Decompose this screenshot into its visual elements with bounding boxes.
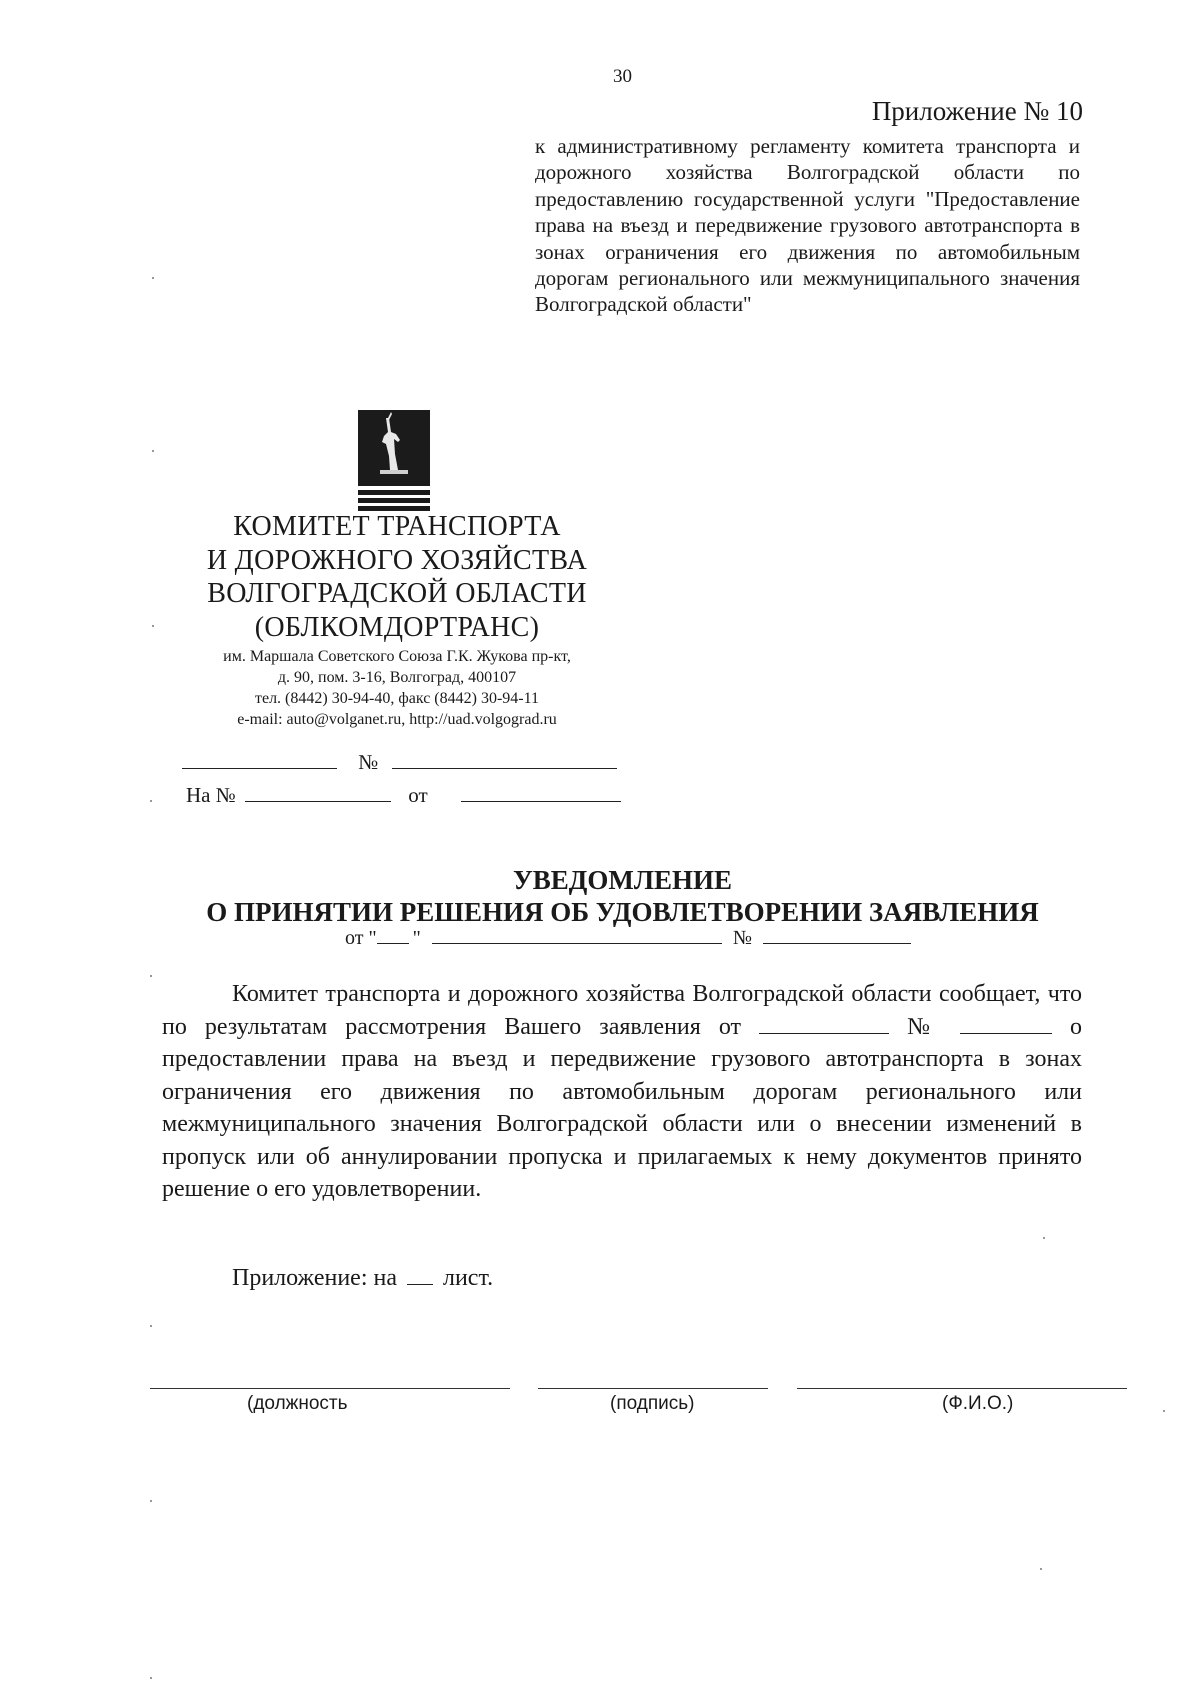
organization-abbreviation: (ОБЛКОМДОРТРАНС) [254, 611, 540, 643]
organization-block [130, 510, 664, 730]
signature-line [538, 1388, 768, 1389]
notice-body-paragraph [162, 978, 1082, 1206]
scan-speck [150, 975, 152, 977]
reply-registration-line [186, 783, 621, 808]
reply-date-blank [461, 799, 621, 802]
document-heading: УВЕДОМЛЕНИЕ [512, 865, 733, 895]
email-line: e-mail: auto@volganet.ru, http://uad.volgograd.ru [237, 711, 557, 728]
appendix-title: Приложение № 10 [871, 96, 1083, 126]
scan-speck [150, 1325, 152, 1327]
number-sign: № [358, 750, 379, 774]
scan-speck [152, 277, 154, 279]
organization-name-line: И ДОРОЖНОГО ХОЗЯЙСТВА [206, 544, 588, 576]
address-line: им. Маршала Советского Союза Г.К. Жукова пр-кт, [223, 648, 571, 665]
scan-speck [1040, 1568, 1042, 1570]
day-blank [377, 941, 409, 944]
scan-speck [1043, 1237, 1045, 1239]
position-caption: (должность [247, 1393, 348, 1414]
reply-prefix: На № [186, 783, 236, 807]
organization-contacts [130, 646, 664, 730]
attachment-prefix: Приложение: на [232, 1265, 397, 1291]
scan-speck [152, 450, 154, 452]
from-word: от [408, 783, 428, 807]
outgoing-registration-line [182, 750, 617, 775]
page-number: 30 [613, 66, 632, 87]
scan-speck [1163, 1410, 1165, 1412]
full-name-signature-line [797, 1388, 1127, 1389]
number-blank [392, 766, 617, 769]
notice-number-blank [763, 941, 911, 944]
number-sign: № [732, 927, 752, 949]
application-date-blank [759, 1031, 889, 1034]
signature-caption: (подпись) [610, 1393, 695, 1414]
position-signature-line [150, 1388, 510, 1389]
date-quote-close: " [412, 927, 421, 949]
full-name-caption: (Ф.И.О.) [942, 1393, 1014, 1414]
scan-speck [150, 1500, 152, 1502]
date-blank [182, 766, 337, 769]
organization-name-line: ВОЛГОГРАДСКОЙ ОБЛАСТИ [207, 578, 587, 609]
address-line: д. 90, пом. 3-16, Волгоград, 400107 [277, 669, 517, 686]
body-number-sign: № [907, 1013, 942, 1040]
body-text-part2: о предоставлении права на въезд и передвижение грузового автотранспорта в зонах ограничения его движения по автомобильным дорогам регионального или межмуниципального значения Волгоградской области или о внесении изменений в пропуск или об аннулировании пропуска и прилагаемых к нему документов принято решение о его удовлетворении. [162, 1013, 1083, 1202]
volgograd-coat-of-arms-icon [358, 410, 430, 516]
phone-line: тел. (8442) 30-94-40, факс (8442) 30-94-11 [254, 690, 540, 707]
reply-number-blank [245, 799, 391, 802]
document-subheading: О ПРИНЯТИИ РЕШЕНИЯ ОБ УДОВЛЕТВОРЕНИИ ЗАЯВЛЕНИЯ [206, 897, 1039, 927]
scan-speck [152, 625, 154, 627]
organization-name-line: КОМИТЕТ ТРАНСПОРТА [233, 511, 561, 542]
month-year-blank [432, 941, 722, 944]
scan-speck [150, 1677, 152, 1679]
application-number-blank [960, 1031, 1052, 1034]
attachment-suffix: лист. [442, 1265, 494, 1291]
body-text-part1: Комитет транспорта и дорожного хозяйства Волгоградской области сообщает, что по результатам рассмотрения Вашего заявления от [162, 981, 1082, 1040]
scan-speck [150, 800, 152, 802]
sheet-count-blank [407, 1282, 433, 1285]
appendix-description: к административному регламенту комитета транспорта и дорожного хозяйства Волгоградской области по предоставлению государственной услуги "Предоставление права на въезд и передвижение грузового автотранспорта в зонах ограничения его движения по автомобильным дорогам регионального или межмуниципального значения Волгоградской области" [535, 134, 1080, 317]
attachment-line [232, 1265, 493, 1292]
notice-date-number-line [345, 927, 911, 950]
date-prefix: от " [345, 927, 377, 949]
